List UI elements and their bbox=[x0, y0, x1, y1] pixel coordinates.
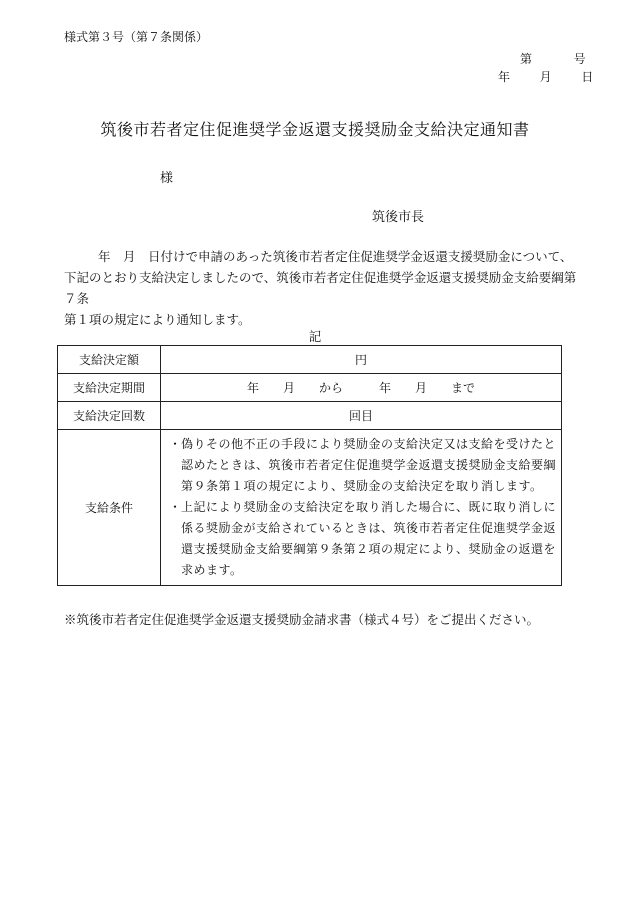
condition-item bbox=[169, 497, 557, 581]
condition-item bbox=[169, 434, 557, 497]
count-label: 支給決定回数 bbox=[58, 402, 161, 430]
body-paragraph bbox=[64, 246, 584, 330]
submission-note: ※筑後市若者定住促進奨学金返還支援奨励金請求書（様式４号）をご提出ください。 bbox=[64, 612, 540, 627]
count-value: 回目 bbox=[161, 402, 562, 430]
table-row-period bbox=[58, 374, 562, 402]
amount-value: 円 bbox=[161, 346, 562, 374]
amount-label: 支給決定額 bbox=[58, 346, 161, 374]
period-label: 支給決定期間 bbox=[58, 374, 161, 402]
document-number-field bbox=[520, 50, 586, 67]
recipient-suffix: 様 bbox=[160, 171, 174, 186]
form-number: 様式第３号（第７条関係） bbox=[64, 30, 209, 44]
condition-bullet: ・ bbox=[169, 500, 182, 514]
condition-bullet: ・ bbox=[169, 437, 182, 451]
conditions-label: 支給条件 bbox=[58, 430, 161, 586]
conditions-value bbox=[161, 430, 562, 586]
ki-heading: 記 bbox=[308, 329, 322, 344]
date-month: 月 bbox=[539, 70, 552, 84]
table-row-amount bbox=[58, 346, 562, 374]
body-line-2: 下記のとおり支給決定しましたので、筑後市若者定住促進奨学金返還支援奨励金支給要綱第７条 bbox=[64, 270, 577, 306]
table-row-conditions bbox=[58, 430, 562, 586]
date-day: 日 bbox=[581, 70, 594, 84]
number-prefix: 第 bbox=[520, 52, 533, 66]
period-value: 年 月 から 年 月 まで bbox=[161, 374, 562, 402]
sender-name: 筑後市長 bbox=[372, 210, 425, 225]
number-suffix: 号 bbox=[573, 52, 586, 66]
document-title: 筑後市若者定住促進奨学金返還支援奨励金支給決定通知書 bbox=[100, 120, 530, 139]
decision-table bbox=[57, 345, 562, 586]
condition-text-2: 上記により奨励金の支給決定を取り消した場合に、既に取り消しに係る奨励金が支給されているときは、筑後市若者定住促進奨学金返還支援奨励金支給要綱第９条第２項の規定により、奨励金の返還を求めます。 bbox=[181, 500, 557, 577]
body-line-3: 第１項の規定により通知します。 bbox=[64, 312, 251, 327]
table-row-count bbox=[58, 402, 562, 430]
date-year: 年 bbox=[498, 70, 511, 84]
document-date-field bbox=[498, 68, 593, 85]
condition-text-1: 偽りその他不正の手段により奨励金の支給決定又は支給を受けたと認めたときは、筑後市若者定住促進奨学金返還支援奨励金支給要綱第９条第１項の規定により、奨励金の支給決定を取り消します。 bbox=[181, 437, 557, 493]
body-line-1: 年 月 日付けで申請のあった筑後市若者定住促進奨学金返還支援奨励金について、 bbox=[98, 249, 573, 264]
